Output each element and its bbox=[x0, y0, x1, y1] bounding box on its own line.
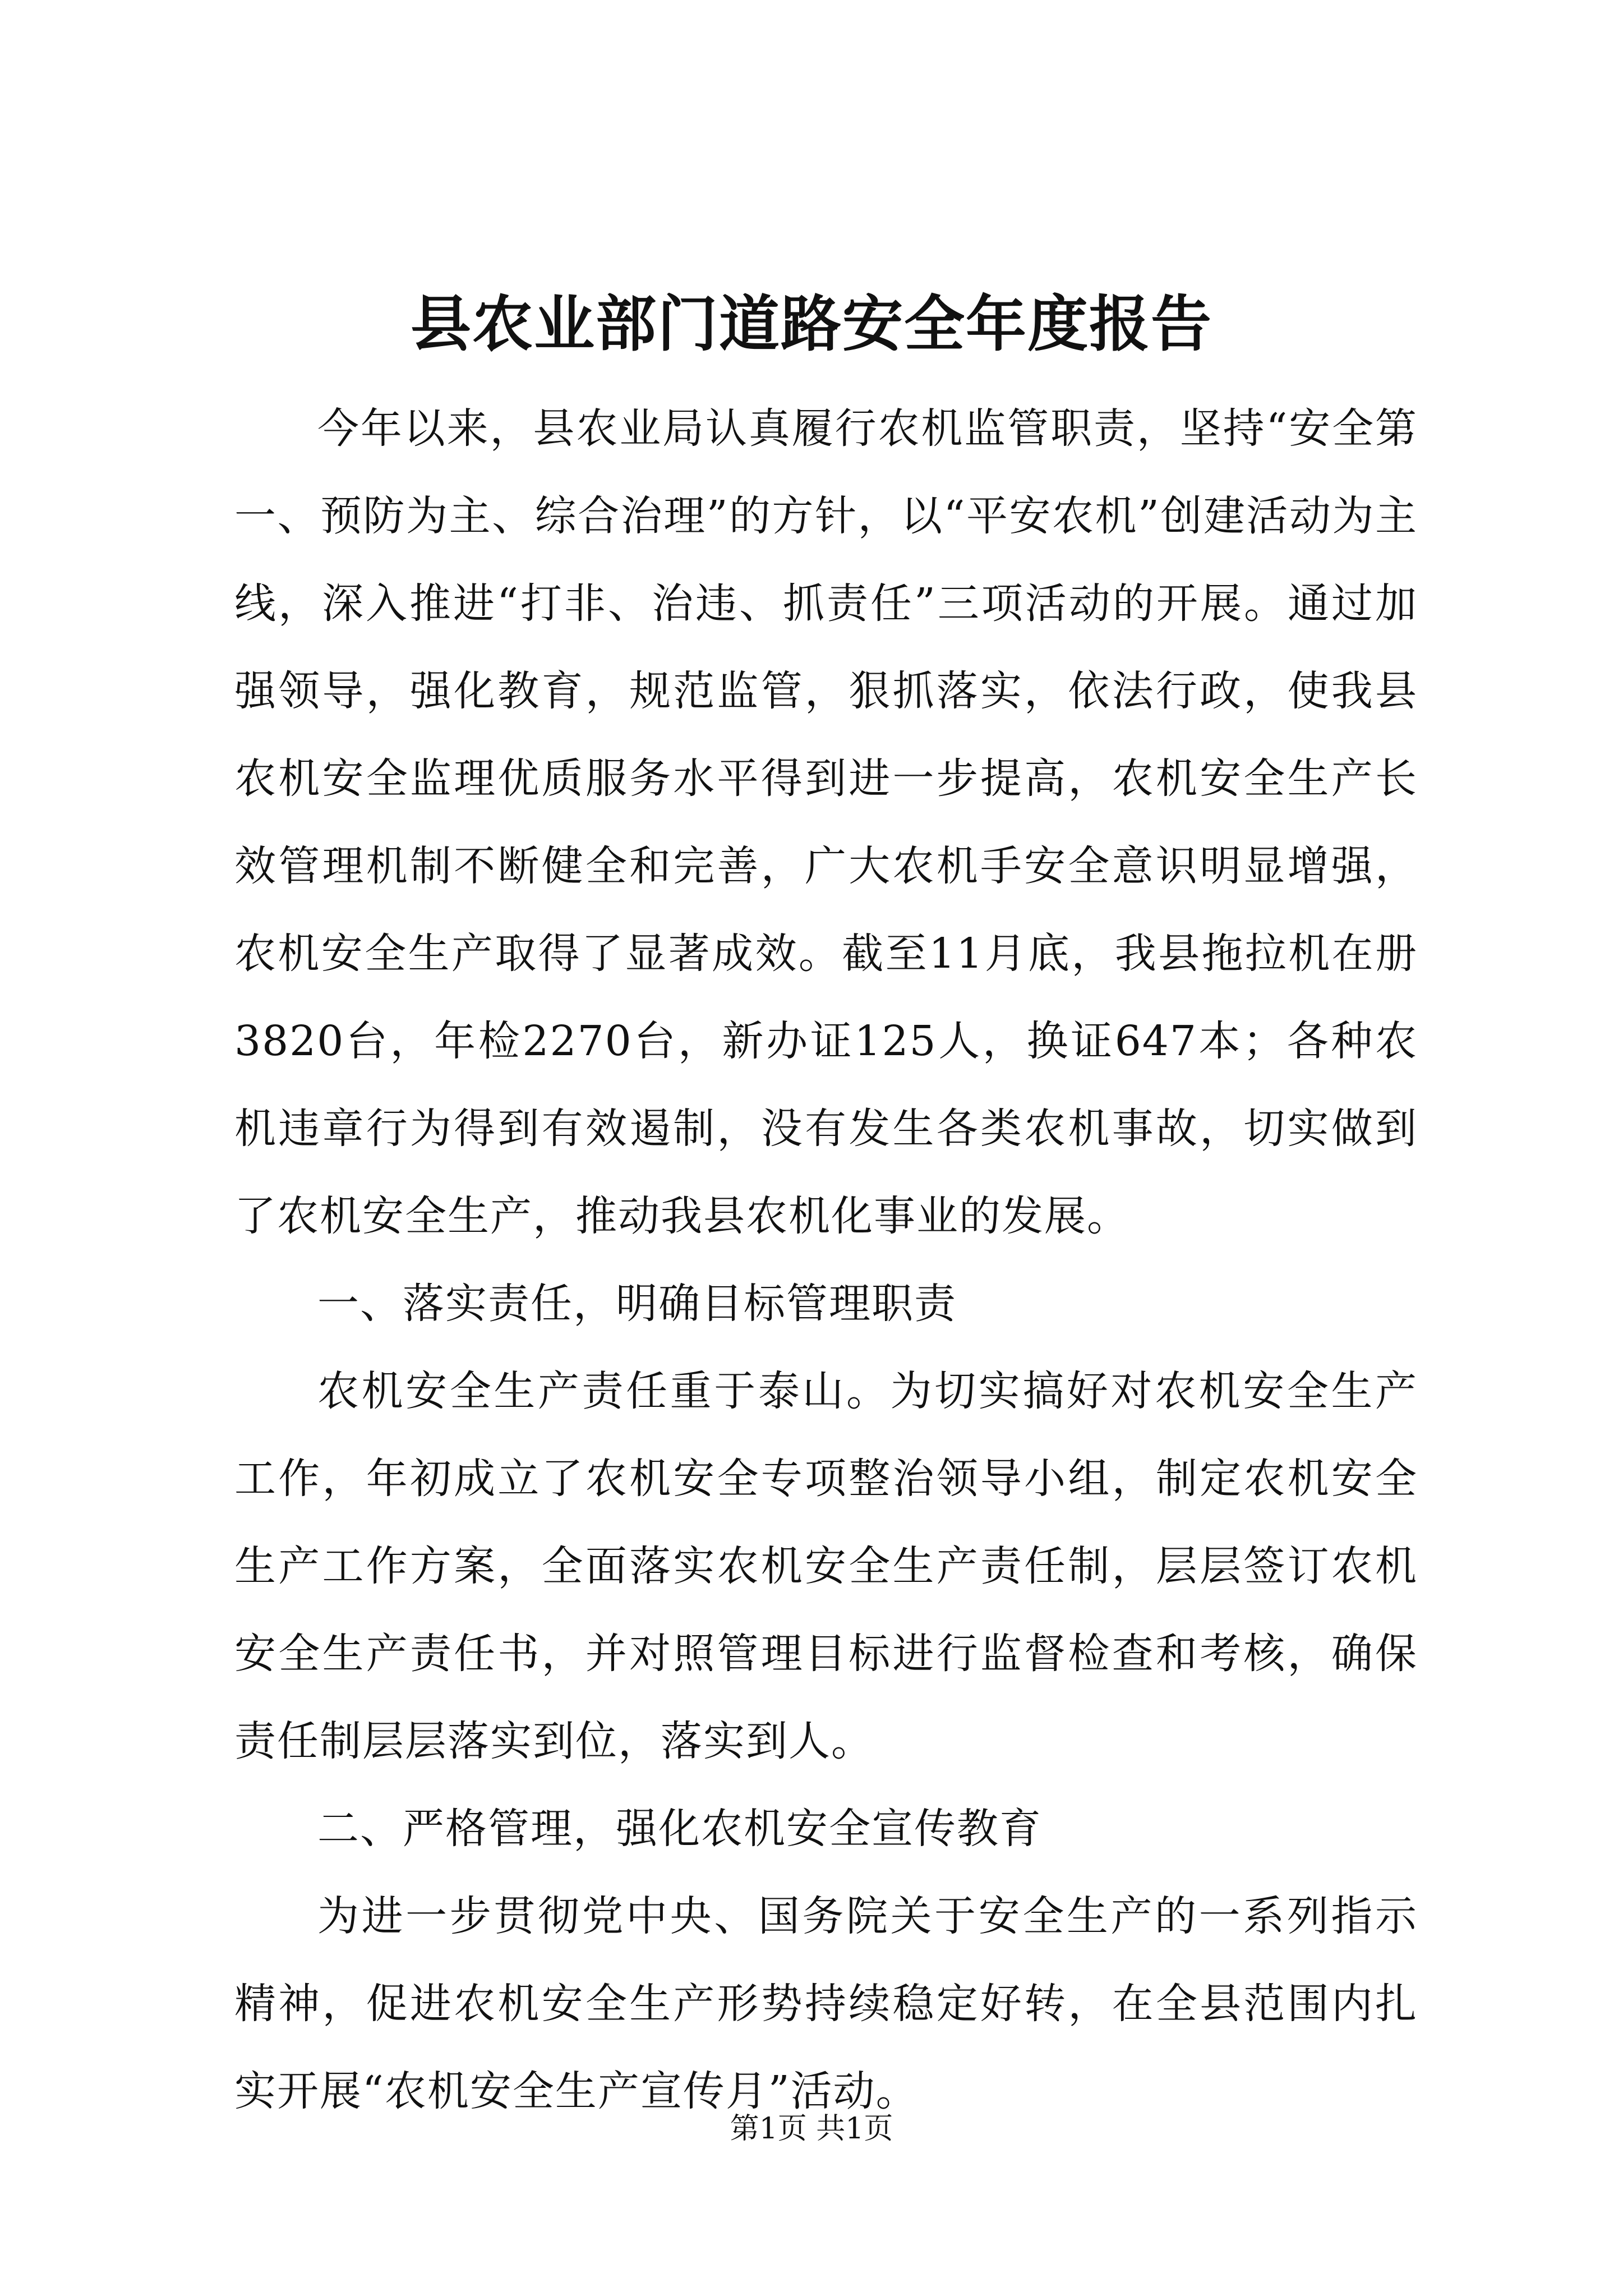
document-body bbox=[234, 385, 1418, 2135]
paragraph-section-1: 农机安全生产责任重于泰山。为切实搞好对农机安全生产工作，年初成立了农机安全专项整治领导小组，制定农机安全生产工作方案，全面落实农机安全生产责任制，层层签订农机安全生产责任书，并对照管理目标进行监督检查和考核，确保责任制层层落实到位，落实到人。 bbox=[234, 1367, 1418, 1765]
page-footer: 第1页 共1页 bbox=[730, 2112, 893, 2146]
paragraph-section-2: 为进一步贯彻党中央、国务院关于安全生产的一系列指示精神，促进农机安全生产形势持续稳定好转，在全县范围内扎实开展“农机安全生产宣传月”活动。 bbox=[234, 1892, 1418, 2115]
section-heading-2: 二、严格管理，强化农机安全宣传教育 bbox=[317, 1805, 1042, 1853]
section-heading-1: 一、落实责任，明确目标管理职责 bbox=[317, 1280, 957, 1328]
document-title: 县农业部门道路安全年度报告 bbox=[410, 289, 1212, 360]
paragraph-intro: 今年以来，县农业局认真履行农机监管职责，坚持“安全第一、预防为主、综合治理”的方针，以“平安农机”创建活动为主线，深入推进“打非、治违、抓责任”三项活动的开展。通过加强领导，强化教育，规范监管，狠抓落实，依法行政，使我县农机安全监理优质服务水平得到进一步提高，农机安全生产长效管理机制不断健全和完善，广大农机手安全意识明显增强，农机安全生产取得了显著成效。截至11月底，我县拖拉机在册3820台，年检2270台，新办证125人，换证647本；各种农机违章行为得到有效遏制，没有发生各类农机事故，切实做到了农机安全生产，推动我县农机化事业的发展。 bbox=[234, 404, 1418, 1240]
